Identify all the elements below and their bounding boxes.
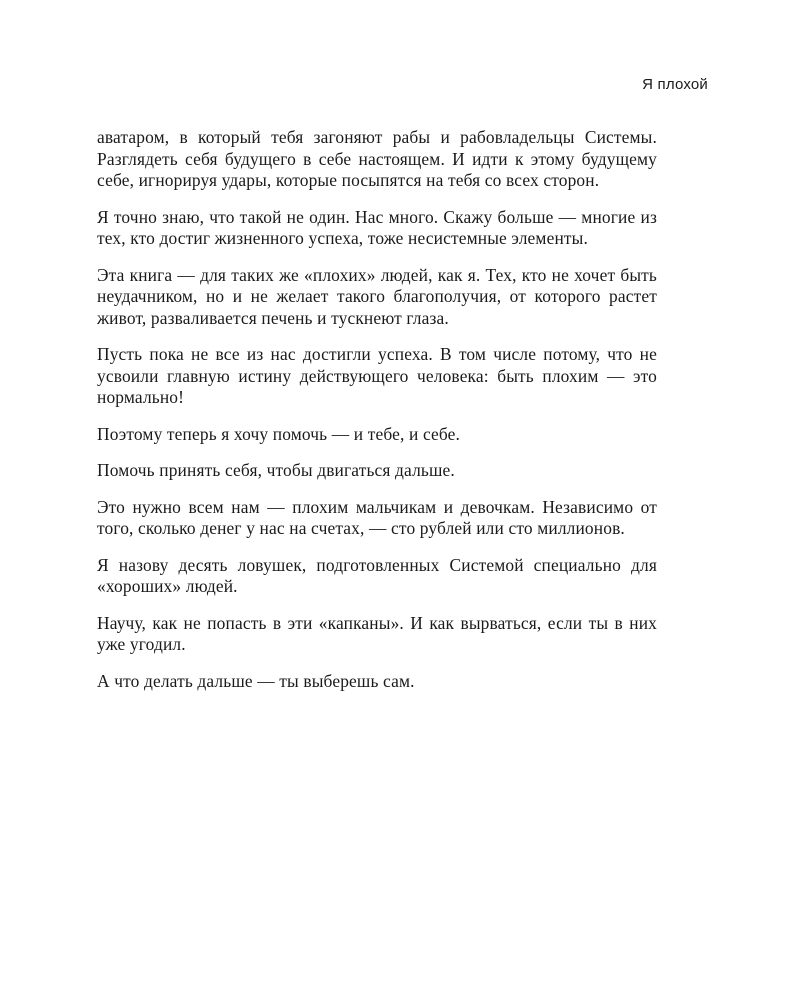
paragraph: Пусть пока не все из нас достигли успеха. В том числе потому, что не усвоили главную истину действующего человека: быть плохим — это нормально!: [97, 344, 657, 407]
paragraph: Поэтому теперь я хочу помочь — и тебе, и себе.: [97, 423, 461, 444]
paragraph: аватаром, в который тебя загоняют рабы и рабовладельцы Системы. Разглядеть себя будущего в себе настоящем. И идти к этому будущему себе, игнорируя удары, которые посыпятся на тебя со всех сторон.: [97, 127, 657, 190]
paragraph: Я назову десять ловушек, подготовленных Системой специально для «хороших» людей.: [97, 554, 657, 596]
paragraph: Я точно знаю, что такой не один. Нас много. Скажу больше — многие из тех, кто достиг жизненного успеха, тоже несистемные элементы.: [97, 206, 657, 248]
running-header: Я плохой: [642, 76, 708, 93]
paragraph: А что делать дальше — ты выберешь сам.: [97, 670, 415, 691]
paragraph: Помочь принять себя, чтобы двигаться дальше.: [97, 460, 455, 480]
body-text: [97, 127, 657, 707]
paragraph: Это нужно всем нам — плохим мальчикам и девочкам. Независимо от того, сколько денег у нас на счетах, — сто рублей или сто миллионов.: [97, 496, 657, 538]
paragraph: Научу, как не попасть в эти «капканы». И как вырваться, если ты в них уже угодил.: [97, 612, 657, 654]
paragraph: Эта книга — для таких же «плохих» людей, как я. Тех, кто не хочет быть неудачником, но и не желает такого благополучия, от которого растет живот, разваливается печень и тускнеют глаза.: [97, 264, 657, 328]
